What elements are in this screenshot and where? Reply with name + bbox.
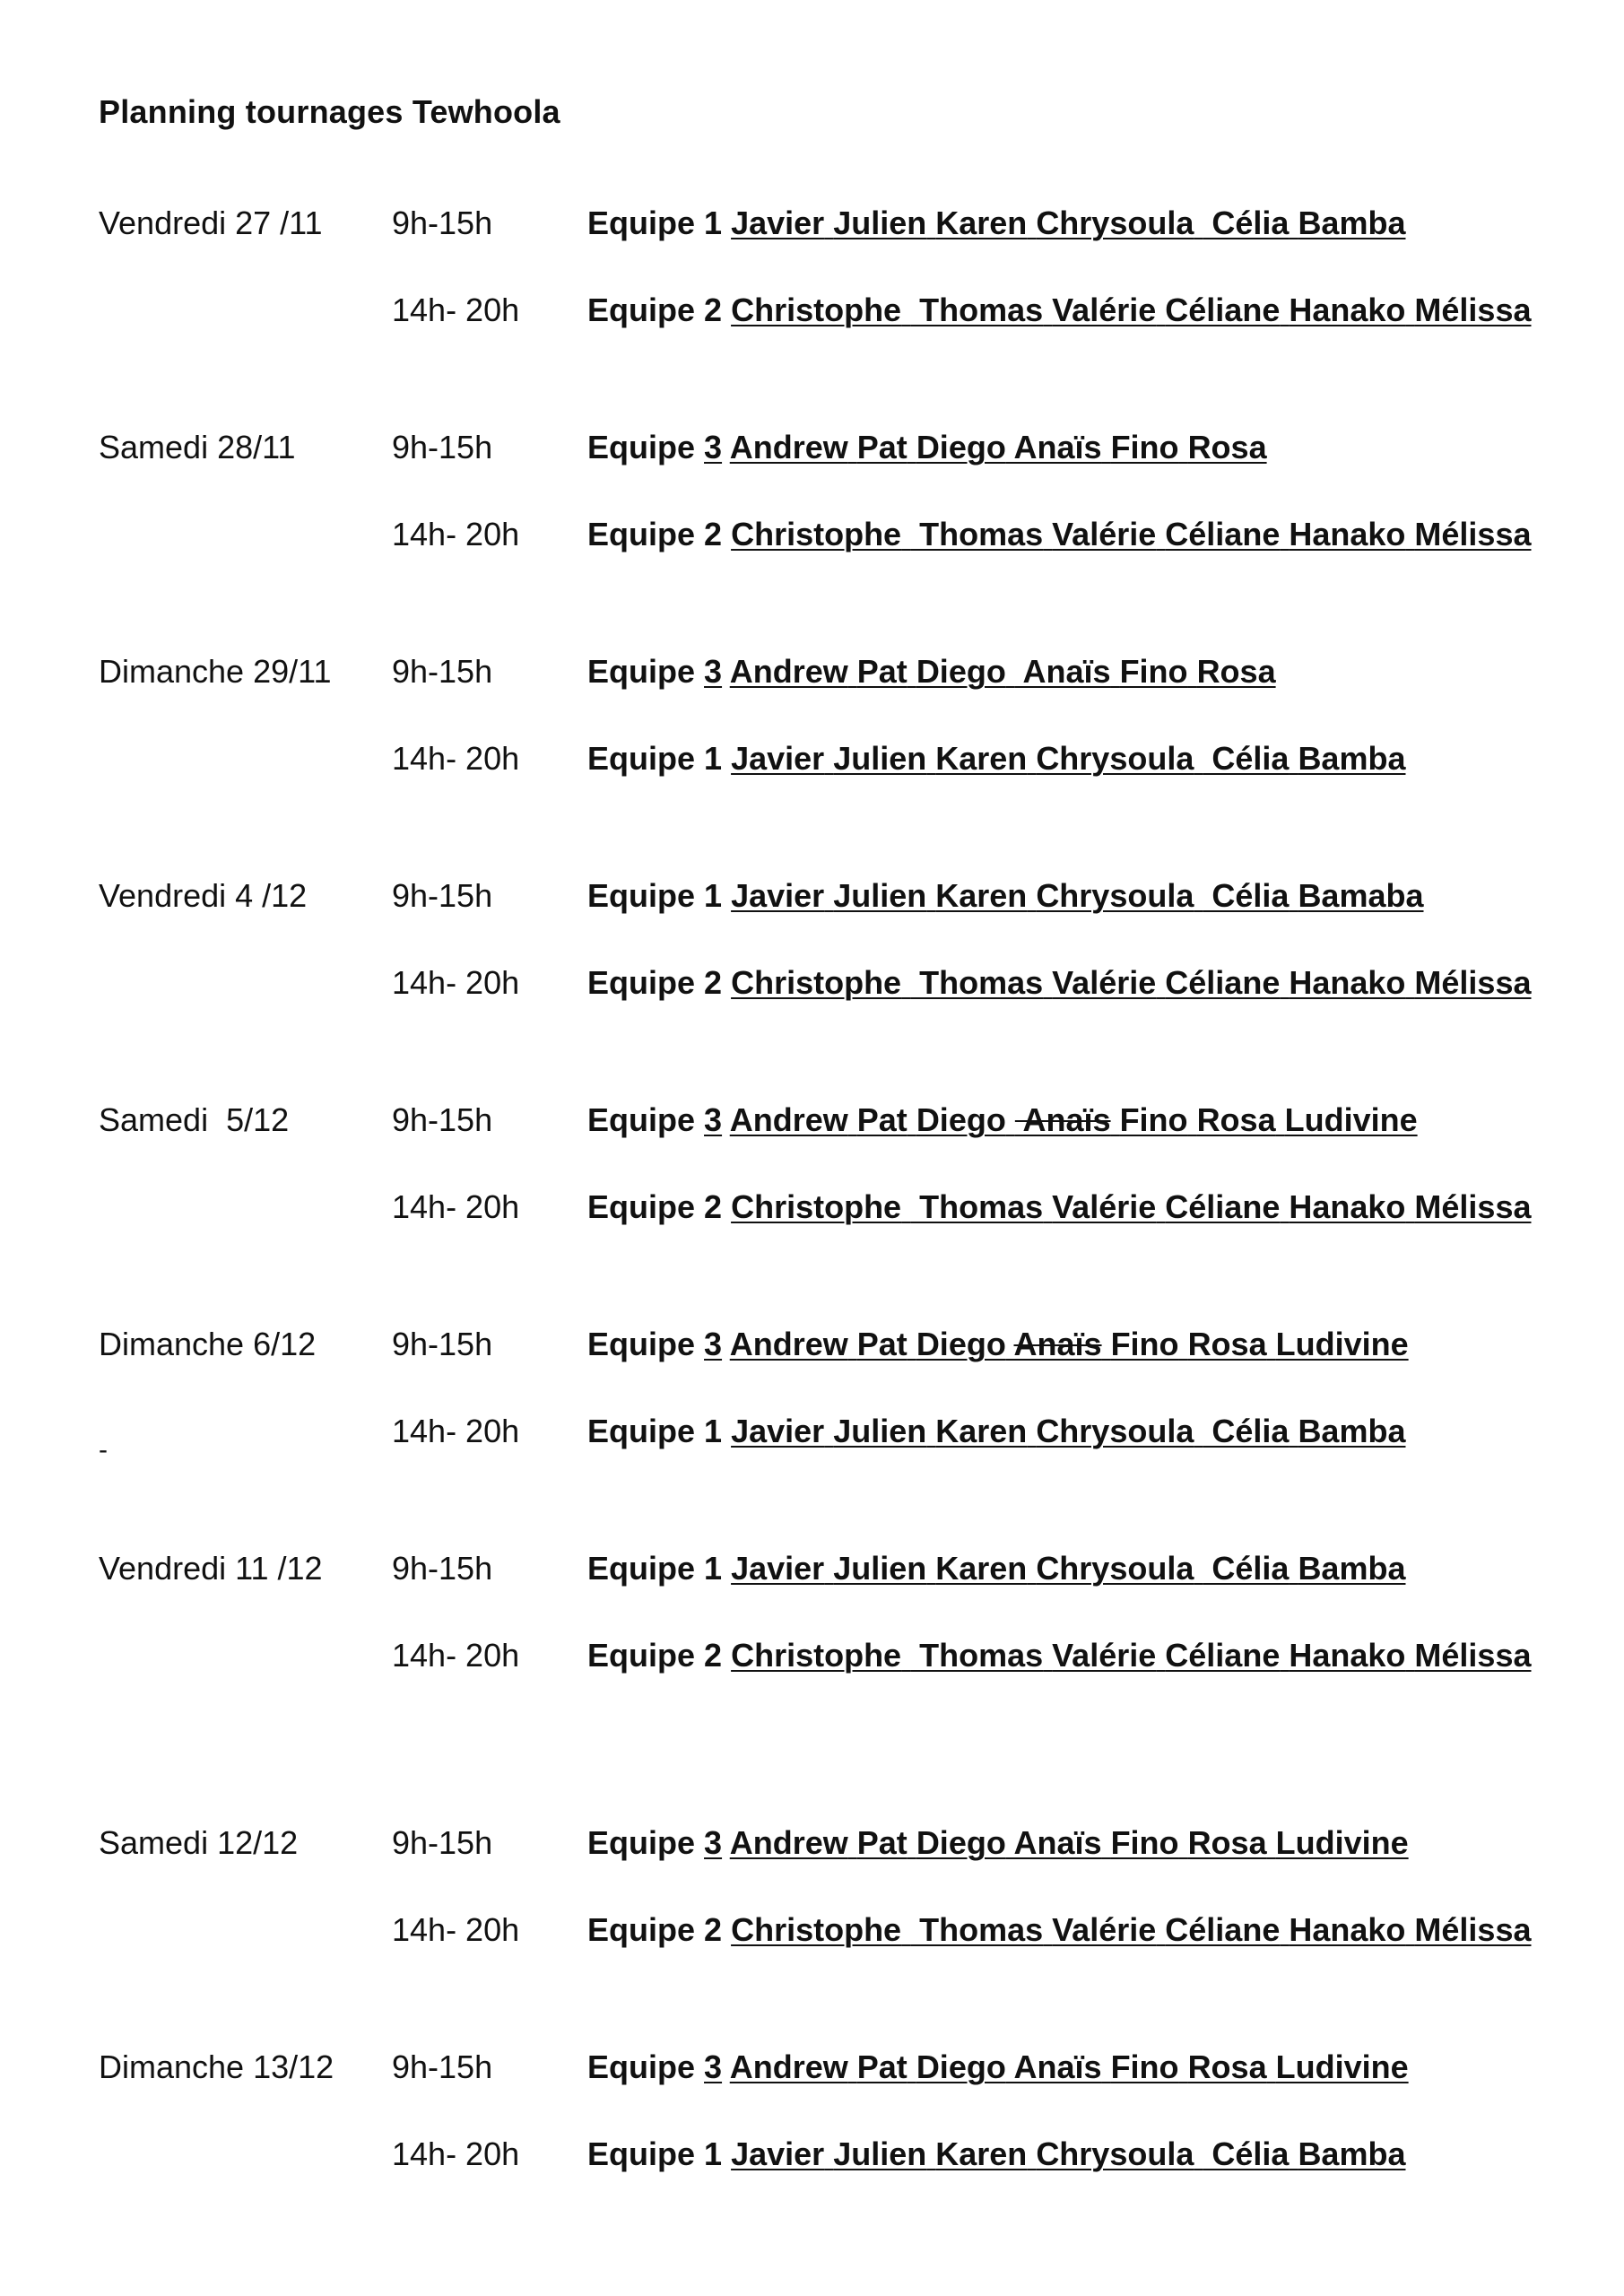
team-number: 1 (704, 2135, 723, 2172)
team-member-name: Karen (935, 2135, 1028, 2172)
team-member-name: Hanako (1289, 1188, 1406, 1225)
team-member-name: Thomas (910, 291, 1044, 328)
time-slot: 14h- 20h (392, 516, 520, 552)
team-assignment (587, 964, 1532, 1002)
equipe-label: Equipe (587, 1101, 696, 1138)
day-label: Vendredi 27 /11 (99, 204, 323, 241)
team-number: 1 (704, 1550, 723, 1587)
team-member-name: Hanako (1289, 964, 1406, 1001)
team-member-name: Rosa (1196, 653, 1276, 690)
team-assignment (587, 516, 1532, 553)
team-assignment (587, 1550, 1405, 1587)
equipe-label: Equipe (587, 1188, 696, 1225)
team-assignment (587, 1326, 1409, 1363)
team-member-name: Mélissa (1414, 1188, 1532, 1225)
team-member-name: Bamba (1298, 204, 1406, 241)
time-slot: 9h-15h (392, 1101, 493, 1138)
team-member-name: Diego (916, 1326, 1006, 1362)
time-slot: 9h-15h (392, 1326, 493, 1362)
team-member-name: Thomas (910, 1911, 1044, 1948)
team-member-name: Ludivine (1275, 1824, 1409, 1861)
team-member-name: Anaïs (1013, 2048, 1102, 2085)
team-number: 2 (704, 1188, 723, 1225)
time-slot: 14h- 20h (392, 1637, 520, 1674)
team-member-name: Pat (856, 1824, 908, 1861)
team-assignment (587, 2048, 1409, 2086)
team-member-name: Andrew (729, 1326, 848, 1362)
day-label: Vendredi 11 /12 (99, 1550, 323, 1587)
team-member-name: Hanako (1289, 1911, 1406, 1948)
team-number: 2 (704, 1637, 723, 1674)
team-member-name: Rosa (1187, 1824, 1267, 1861)
team-member-name: Christophe (731, 964, 902, 1001)
team-member-name: Thomas (910, 516, 1044, 552)
equipe-label: Equipe (587, 2135, 696, 2172)
team-member-name: Céliane (1165, 516, 1281, 552)
team-member-name: Chrysoula (1036, 1550, 1194, 1587)
team-member-name: Karen (935, 740, 1028, 777)
team-number: 3 (704, 1824, 723, 1861)
team-member-name: Thomas (910, 1188, 1044, 1225)
equipe-label: Equipe (587, 291, 696, 328)
team-member-name: Hanako (1289, 516, 1406, 552)
equipe-label: Equipe (587, 204, 696, 241)
time-slot: 14h- 20h (392, 291, 520, 328)
team-member-name: Javier (731, 1413, 825, 1449)
team-number: 3 (704, 653, 723, 690)
team-number: 2 (704, 964, 723, 1001)
team-assignment (587, 1413, 1405, 1450)
team-member-name: Célia (1203, 204, 1290, 241)
team-member-name: Christophe (731, 516, 902, 552)
team-member-name: Fino (1110, 429, 1179, 465)
team-member-name: Céliane (1165, 964, 1281, 1001)
team-assignment (587, 877, 1424, 915)
team-member-name: Hanako (1289, 291, 1406, 328)
team-assignment (587, 1637, 1532, 1674)
team-member-name: Valérie (1052, 1188, 1157, 1225)
team-member-name: Valérie (1052, 964, 1157, 1001)
team-member-name: Rosa (1187, 1326, 1267, 1362)
time-slot: 14h- 20h (392, 1911, 520, 1948)
team-member-name: Rosa (1187, 2048, 1267, 2085)
team-member-name: Bamaba (1298, 877, 1424, 914)
team-member-name: Fino (1110, 1824, 1179, 1861)
team-member-name: Célia (1203, 1413, 1290, 1449)
equipe-label: Equipe (587, 2048, 696, 2085)
team-member-name: Célia (1203, 1550, 1290, 1587)
equipe-label: Equipe (587, 964, 696, 1001)
team-member-name: Christophe (731, 1911, 902, 1948)
team-assignment (587, 740, 1405, 778)
team-member-name: Pat (856, 1101, 908, 1138)
team-member-name: Valérie (1052, 516, 1157, 552)
team-member-name: Rosa (1196, 1101, 1276, 1138)
team-member-name: Anaïs (1014, 653, 1111, 690)
team-member-name: Thomas (910, 1637, 1044, 1674)
team-member-name: Fino (1110, 1326, 1179, 1362)
team-member-name: Javier (731, 877, 825, 914)
team-member-name: Ludivine (1275, 2048, 1409, 2085)
time-slot: 9h-15h (392, 1550, 493, 1587)
team-member-name: Ludivine (1284, 1101, 1418, 1138)
team-member-name: Diego (916, 429, 1006, 465)
team-member-name: Diego (916, 653, 1006, 690)
time-slot: 9h-15h (392, 877, 493, 914)
team-member-name: Javier (731, 1550, 825, 1587)
equipe-label: Equipe (587, 1824, 696, 1861)
team-member-name: Karen (935, 1413, 1028, 1449)
team-member-name: Célia (1203, 740, 1290, 777)
team-member-name: Hanako (1289, 1637, 1406, 1674)
team-member-name: Anaïs (1013, 1824, 1102, 1861)
team-member-name: Javier (731, 204, 825, 241)
team-member-name: Julien (833, 2135, 927, 2172)
equipe-label: Equipe (587, 1326, 696, 1362)
team-member-name: Chrysoula (1036, 204, 1194, 241)
team-member-name: Mélissa (1414, 964, 1532, 1001)
team-member-name: Bamba (1298, 1413, 1406, 1449)
team-member-name: Célia (1203, 877, 1290, 914)
team-member-name: Julien (833, 877, 927, 914)
team-member-name: Diego (916, 1101, 1006, 1138)
team-assignment (587, 204, 1405, 242)
team-member-name: Bamba (1298, 1550, 1406, 1587)
team-assignment (587, 2135, 1405, 2173)
team-member-name: Pat (856, 653, 908, 690)
team-member-name: Pat (856, 429, 908, 465)
team-member-name: Karen (935, 877, 1028, 914)
team-member-name: Anaïs (1013, 1326, 1102, 1362)
team-number: 3 (704, 1326, 723, 1362)
team-assignment (587, 429, 1267, 466)
team-assignment (587, 653, 1276, 691)
team-member-name: Pat (856, 2048, 908, 2085)
team-member-name: Céliane (1165, 1911, 1281, 1948)
team-number: 2 (704, 1911, 723, 1948)
day-label: Vendredi 4 /12 (99, 877, 308, 914)
team-member-name: Chrysoula (1036, 2135, 1194, 2172)
stray-mark: - (99, 1435, 108, 1465)
team-member-name: Chrysoula (1036, 1413, 1194, 1449)
team-member-name: Christophe (731, 1188, 902, 1225)
team-member-name: Célia (1203, 2135, 1290, 2172)
time-slot: 14h- 20h (392, 1413, 520, 1449)
team-member-name: Mélissa (1414, 1911, 1532, 1948)
team-member-name: Mélissa (1414, 291, 1532, 328)
team-assignment (587, 1824, 1409, 1862)
equipe-label: Equipe (587, 877, 696, 914)
time-slot: 9h-15h (392, 2048, 493, 2085)
team-assignment (587, 1101, 1418, 1139)
day-label: Samedi 12/12 (99, 1824, 299, 1861)
team-number: 2 (704, 516, 723, 552)
team-assignment (587, 1188, 1532, 1226)
team-member-name: Andrew (729, 1101, 848, 1138)
team-member-name: Diego (916, 2048, 1006, 2085)
equipe-label: Equipe (587, 429, 696, 465)
time-slot: 9h-15h (392, 429, 493, 465)
page-title: Planning tournages Tewhoola (99, 93, 560, 130)
time-slot: 9h-15h (392, 204, 493, 241)
team-member-name: Bamba (1298, 2135, 1406, 2172)
team-member-name: Céliane (1165, 1637, 1281, 1674)
team-number: 3 (704, 2048, 723, 2085)
team-member-name: Mélissa (1414, 1637, 1532, 1674)
team-member-name: Rosa (1187, 429, 1267, 465)
team-member-name: Fino (1119, 1101, 1188, 1138)
team-assignment (587, 1911, 1532, 1949)
team-member-name: Pat (856, 1326, 908, 1362)
team-member-name: Christophe (731, 291, 902, 328)
equipe-label: Equipe (587, 1637, 696, 1674)
team-number: 1 (704, 877, 723, 914)
team-member-name: Andrew (729, 2048, 848, 2085)
equipe-label: Equipe (587, 653, 696, 690)
team-member-name: Julien (833, 1413, 927, 1449)
team-member-name: Valérie (1052, 291, 1157, 328)
day-label: Dimanche 13/12 (99, 2048, 334, 2085)
team-member-name: Bamba (1298, 740, 1406, 777)
equipe-label: Equipe (587, 1550, 696, 1587)
team-member-name: Fino (1119, 653, 1188, 690)
team-number: 2 (704, 291, 723, 328)
equipe-label: Equipe (587, 1911, 696, 1948)
team-assignment (587, 291, 1532, 329)
day-label: Dimanche 29/11 (99, 653, 332, 690)
team-member-name: Valérie (1052, 1637, 1157, 1674)
team-member-name: Céliane (1165, 291, 1281, 328)
team-number: 1 (704, 740, 723, 777)
team-member-name: Julien (833, 740, 927, 777)
time-slot: 14h- 20h (392, 1188, 520, 1225)
day-label: Dimanche 6/12 (99, 1326, 317, 1362)
team-member-name: Julien (833, 204, 927, 241)
team-member-name: Andrew (729, 429, 848, 465)
team-member-name: Javier (731, 740, 825, 777)
team-member-name: Céliane (1165, 1188, 1281, 1225)
time-slot: 14h- 20h (392, 2135, 520, 2172)
day-label: Samedi 28/11 (99, 429, 296, 465)
equipe-label: Equipe (587, 740, 696, 777)
time-slot: 9h-15h (392, 1824, 493, 1861)
time-slot: 9h-15h (392, 653, 493, 690)
equipe-label: Equipe (587, 516, 696, 552)
team-member-name: Andrew (729, 1824, 848, 1861)
time-slot: 14h- 20h (392, 964, 520, 1001)
team-member-name: Anaïs (1014, 1101, 1111, 1138)
team-member-name: Karen (935, 1550, 1028, 1587)
team-member-name: Julien (833, 1550, 927, 1587)
team-number: 3 (704, 429, 723, 465)
team-member-name: Diego (916, 1824, 1006, 1861)
team-member-name: Ludivine (1275, 1326, 1409, 1362)
team-member-name: Chrysoula (1036, 877, 1194, 914)
team-number: 1 (704, 204, 723, 241)
time-slot: 14h- 20h (392, 740, 520, 777)
team-member-name: Karen (935, 204, 1028, 241)
team-member-name: Mélissa (1414, 516, 1532, 552)
team-member-name: Fino (1110, 2048, 1179, 2085)
team-number: 1 (704, 1413, 723, 1449)
day-label: Samedi 5/12 (99, 1101, 290, 1138)
team-member-name: Valérie (1052, 1911, 1157, 1948)
team-member-name: Chrysoula (1036, 740, 1194, 777)
equipe-label: Equipe (587, 1413, 696, 1449)
team-member-name: Anaïs (1013, 429, 1102, 465)
team-member-name: Javier (731, 2135, 825, 2172)
team-member-name: Andrew (729, 653, 848, 690)
team-member-name: Thomas (910, 964, 1044, 1001)
team-number: 3 (704, 1101, 723, 1138)
team-member-name: Christophe (731, 1637, 902, 1674)
